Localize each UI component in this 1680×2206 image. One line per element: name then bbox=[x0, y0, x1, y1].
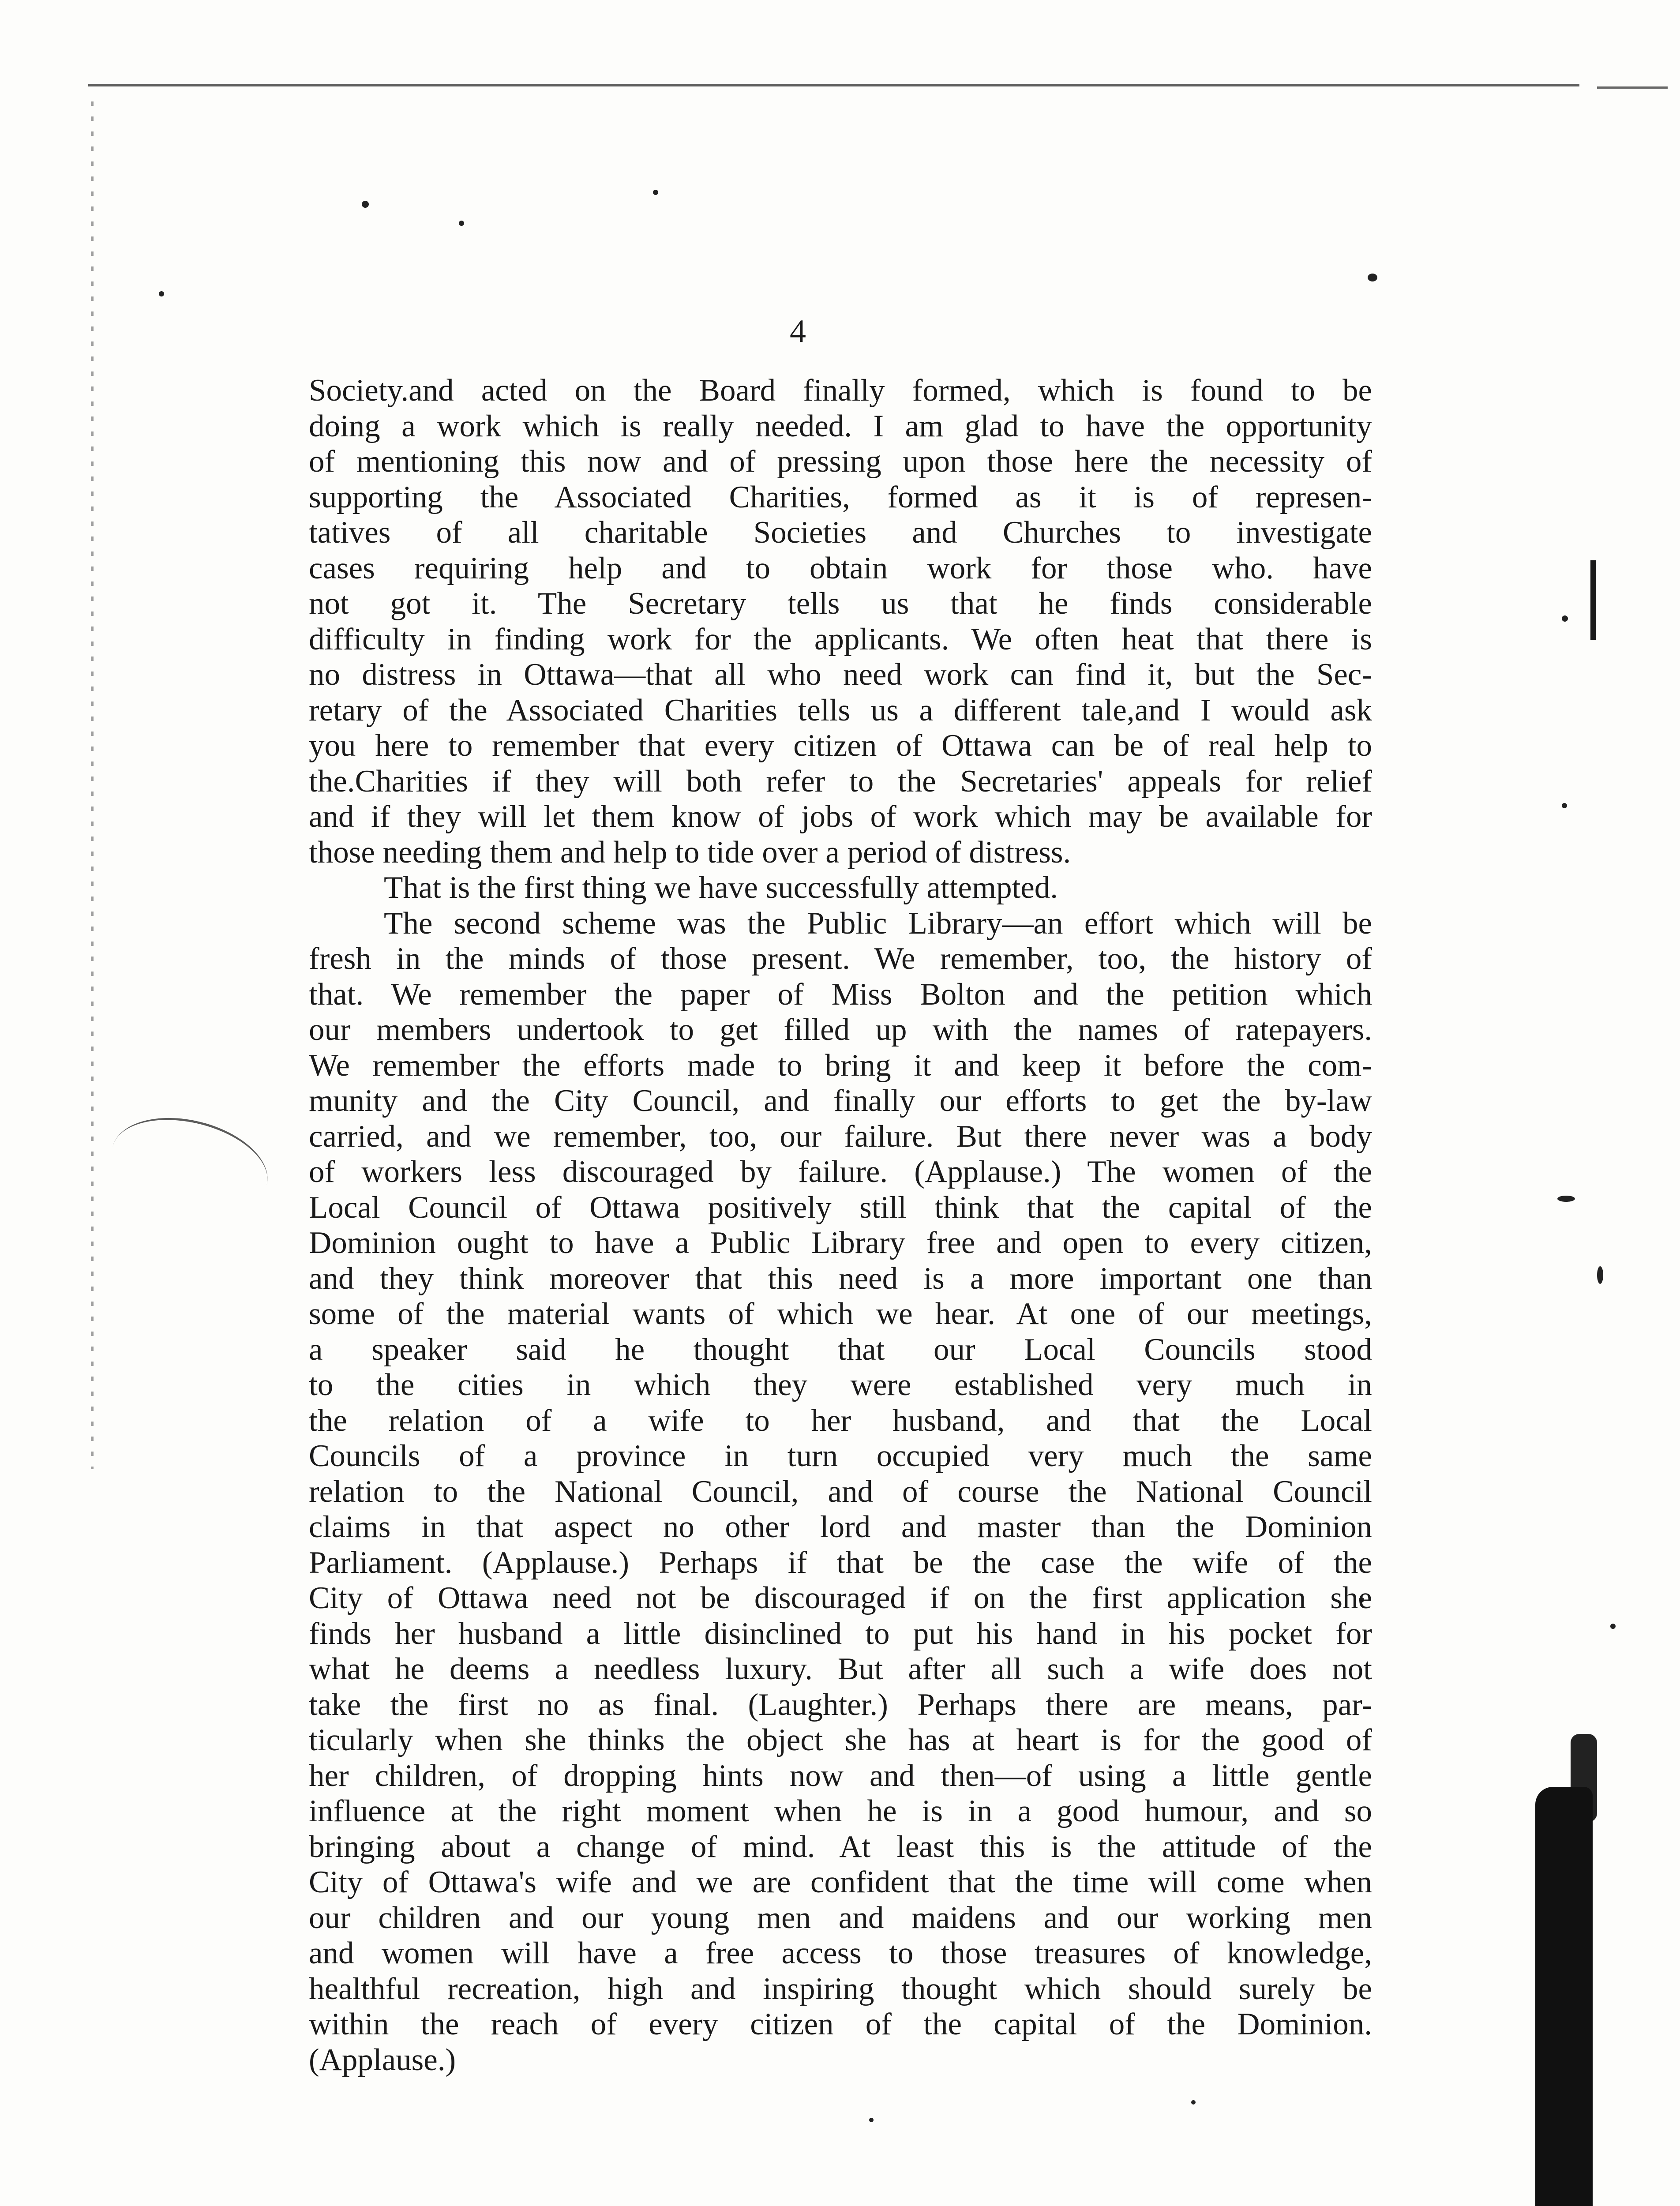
scan-speck bbox=[1562, 803, 1567, 808]
text-line: of mentioning this now and of pressing upon those here the necessity of bbox=[309, 444, 1372, 479]
text-line: difficulty in finding work for the applicants. We often heat that there is bbox=[309, 622, 1372, 657]
text-line: the.Charities if they will both refer to the Secretaries' appeals for relief bbox=[309, 764, 1372, 799]
text-line: our members undertook to get filled up with the names of ratepayers. bbox=[309, 1013, 1372, 1047]
scan-rule-top bbox=[88, 84, 1579, 86]
body-text bbox=[309, 373, 1372, 2078]
paragraph bbox=[309, 906, 1372, 2078]
text-line: doing a work which is really needed. I am glad to have the opportunity bbox=[309, 409, 1372, 443]
paragraph bbox=[309, 373, 1372, 870]
text-line: carried, and we remember, too, our failure. But there never was a body bbox=[309, 1119, 1372, 1154]
text-line: Local Council of Ottawa positively still think that the capital of the bbox=[309, 1190, 1372, 1225]
paragraph bbox=[309, 870, 1372, 906]
scan-speck bbox=[459, 221, 464, 226]
text-line: some of the material wants of which we hear. At one of our meetings, bbox=[309, 1297, 1372, 1331]
text-line: that. We remember the paper of Miss Bolton and the petition which bbox=[309, 977, 1372, 1012]
text-line: Dominion ought to have a Public Library free and open to every citizen, bbox=[309, 1226, 1372, 1260]
text-line: fresh in the minds of those present. We remember, too, the history of bbox=[309, 942, 1372, 976]
text-line: retary of the Associated Charities tells us a different tale,and I would ask bbox=[309, 693, 1372, 728]
text-line: supporting the Associated Charities, formed as it is of represen- bbox=[309, 480, 1372, 514]
text-line: City of Ottawa's wife and we are confident that the time will come when bbox=[309, 1865, 1372, 1899]
text-line: to the cities in which they were established very much in bbox=[309, 1368, 1372, 1402]
text-line: what he deems a needless luxury. But after all such a wife does not bbox=[309, 1652, 1372, 1686]
scan-margin-mark bbox=[102, 1103, 278, 1229]
text-line: no distress in Ottawa—that all who need work can find it, but the Sec- bbox=[309, 657, 1372, 692]
text-line: the relation of a wife to her husband, and that the Local bbox=[309, 1403, 1372, 1438]
text-line: City of Ottawa need not be discouraged if on the first application she bbox=[309, 1581, 1372, 1615]
text-line: take the first no as final. (Laughter.) Perhaps there are means, par- bbox=[309, 1687, 1372, 1722]
scan-speck bbox=[869, 2118, 874, 2122]
scan-speck bbox=[1557, 1196, 1575, 1202]
text-line: Councils of a province in turn occupied very much the same bbox=[309, 1439, 1372, 1473]
text-line: within the reach of every citizen of the capital of the Dominion. bbox=[309, 2007, 1372, 2041]
scan-rule-top-right bbox=[1597, 86, 1668, 89]
text-line: cases requiring help and to obtain work for those who. have bbox=[309, 551, 1372, 585]
text-line: and women will have a free access to those treasures of knowledge, bbox=[309, 1936, 1372, 1970]
text-line: munity and the City Council, and finally our efforts to get the by-law bbox=[309, 1084, 1372, 1118]
text-line: The second scheme was the Public Library—an effort which will be bbox=[384, 906, 1372, 941]
text-line: a speaker said he thought that our Local Councils stood bbox=[309, 1332, 1372, 1367]
text-line: claims in that aspect no other lord and master than the Dominion bbox=[309, 1510, 1372, 1544]
scan-speck bbox=[1597, 1266, 1603, 1284]
scan-right-edge-blot bbox=[1535, 1787, 1593, 2206]
text-line: Parliament. (Applause.) Perhaps if that be the case the wife of the bbox=[309, 1545, 1372, 1580]
text-line: of workers less discouraged by failure. (Applause.) The women of the bbox=[309, 1155, 1372, 1189]
text-line: you here to remember that every citizen of Ottawa can be of real help to bbox=[309, 728, 1372, 763]
text-line: and if they will let them know of jobs of work which may be available for bbox=[309, 799, 1372, 834]
text-line: not got it. The Secretary tells us that he finds considerable bbox=[309, 586, 1372, 621]
text-line: (Applause.) bbox=[309, 2042, 456, 2077]
text-line: bringing about a change of mind. At least this is the attitude of the bbox=[309, 1829, 1372, 1864]
text-line: tatives of all charitable Societies and Churches to investigate bbox=[309, 515, 1372, 550]
text-line: and they think moreover that this need is a more important one than bbox=[309, 1261, 1372, 1296]
scan-speck bbox=[362, 201, 369, 208]
scan-right-bar-mark bbox=[1590, 560, 1596, 640]
text-line: Society.and acted on the Board finally formed, which is found to be bbox=[309, 373, 1372, 408]
scan-left-edge-marks bbox=[91, 101, 94, 1469]
scan-speck bbox=[1368, 274, 1377, 281]
scan-speck bbox=[653, 190, 658, 195]
page-number: 4 bbox=[790, 313, 806, 349]
text-line: We remember the efforts made to bring it and keep it before the com- bbox=[309, 1048, 1372, 1083]
text-line: ticularly when she thinks the object she has at heart is for the good of bbox=[309, 1723, 1372, 1757]
text-line: That is the first thing we have successfully attempted. bbox=[384, 870, 1058, 905]
scan-speck bbox=[159, 291, 164, 296]
text-line: relation to the National Council, and of course the National Council bbox=[309, 1474, 1372, 1509]
scan-speck bbox=[1610, 1624, 1616, 1629]
scan-speck bbox=[1562, 615, 1568, 622]
text-line: our children and our young men and maidens and our working men bbox=[309, 1900, 1372, 1935]
text-line: healthful recreation, high and inspiring thought which should surely be bbox=[309, 1971, 1372, 2006]
text-line: her children, of dropping hints now and then—of using a little gentle bbox=[309, 1758, 1372, 1793]
text-line: those needing them and help to tide over a period of distress. bbox=[309, 835, 1071, 870]
text-line: influence at the right moment when he is in a good humour, and so bbox=[309, 1794, 1372, 1828]
text-line: finds her husband a little disinclined to put his hand in his pocket for bbox=[309, 1616, 1372, 1651]
scan-speck bbox=[1191, 2100, 1196, 2105]
